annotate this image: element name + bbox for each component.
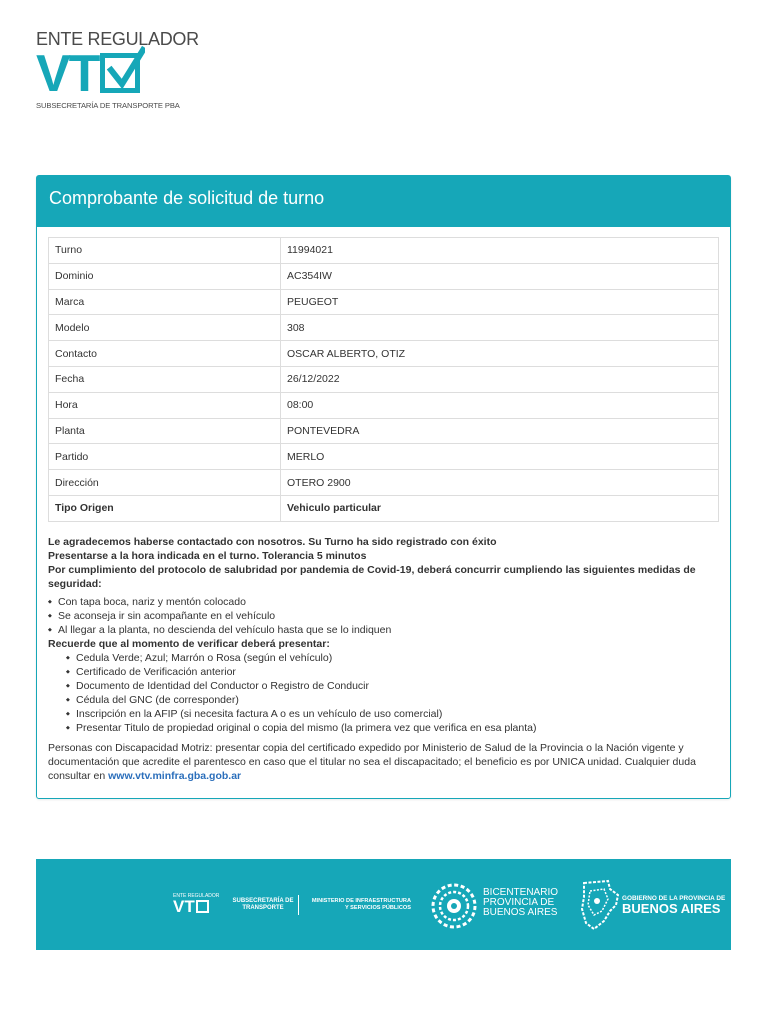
turno-receipt-panel [36, 175, 731, 799]
row-value: 11994021 [281, 238, 719, 264]
message-covid: Por cumplimiento del protocolo de salubridad por pandemia de Covid-19, deberá concurrir cumpliendo las siguientes medidas de seguridad: [48, 563, 696, 590]
row-label: Fecha [49, 366, 281, 392]
list-item: ◆ Con tapa boca, nariz y mentón colocado [48, 595, 719, 609]
bicentenario-emblem-icon [429, 881, 479, 936]
footer-ministerio-line1: MINISTERIO DE INFRAESTRUCTURA [311, 898, 411, 904]
vtv-website-link[interactable]: www.vtv.minfra.gba.gob.ar [108, 769, 242, 782]
table-row [49, 341, 719, 367]
row-value: 26/12/2022 [281, 366, 719, 392]
logo-org-name: ENTE REGULADOR [36, 29, 199, 49]
footer-vtv-small: ENTE REGULADOR [173, 893, 220, 899]
message-registered: Le agradecemos haberse contactado con nosotros. Su Turno ha sido registrado con éxito [48, 535, 497, 548]
discapacidad-note [48, 741, 719, 783]
row-value: MERLO [281, 444, 719, 470]
bicentenario-text [483, 888, 558, 918]
ente-regulador-vtv-logo [36, 29, 199, 110]
table-row [49, 392, 719, 418]
list-item: ◆ Al llegar a la planta, no descienda del vehículo hasta que se lo indiquen [48, 623, 719, 637]
discapacidad-text: Personas con Discapacidad Motriz: presentar copia del certificado expedido por Ministerio de Salud de la Provincia o la Nación vigente y documentación que acredite el parentesco en caso que el titular no sea el discapacitado; el beneficio es por UNICA unidad. Cualquier duda consultar en [48, 741, 696, 782]
logo-vt-text: VT [36, 45, 99, 103]
gobierno-line1: GOBIERNO DE LA PROVINCIA DE [622, 895, 726, 902]
list-item: ◆ Cédula del GNC (de corresponder) [66, 693, 719, 707]
footer-divider [298, 895, 299, 915]
row-value: OSCAR ALBERTO, OTIZ [281, 341, 719, 367]
covid-measures-list [48, 595, 719, 637]
row-label: Hora [49, 392, 281, 418]
list-item: ◆ Cedula Verde; Azul; Marrón o Rosa (según el vehículo) [66, 651, 719, 665]
row-label: Modelo [49, 315, 281, 341]
footer-subsecretaria-line2: TRANSPORTE [242, 905, 284, 911]
footer-subsecretaria-line1: SUBSECRETARÍA DE [232, 898, 294, 904]
row-value: 308 [281, 315, 719, 341]
table-row [49, 366, 719, 392]
required-documents-list [48, 651, 719, 735]
row-value: PONTEVEDRA [281, 418, 719, 444]
row-label: Dirección [49, 470, 281, 496]
footer-vtv-big: VT [173, 897, 195, 916]
table-row [49, 315, 719, 341]
recuerde-heading: Recuerde que al momento de verificar deberá presentar: [48, 637, 330, 650]
list-item: ◆ Certificado de Verificación anterior [66, 665, 719, 679]
row-value: AC354IW [281, 263, 719, 289]
footer-subsecretaria [229, 898, 297, 912]
gobierno-text [622, 895, 725, 915]
row-value: PEUGEOT [281, 289, 719, 315]
logo-check-icon [100, 53, 140, 93]
row-value: 08:00 [281, 392, 719, 418]
row-label: Planta [49, 418, 281, 444]
turno-details-table [48, 237, 719, 522]
row-label: Tipo Origen [49, 495, 281, 521]
table-row [49, 238, 719, 264]
table-row [49, 495, 719, 521]
footer-ministerio-line2: Y SERVICIOS PÚBLICOS [344, 905, 411, 911]
row-label: Partido [49, 444, 281, 470]
list-item: ◆ Se aconseja ir sin acompañante en el vehículo [48, 609, 719, 623]
row-value: OTERO 2900 [281, 470, 719, 496]
list-item: ◆ Documento de Identidad del Conductor o Registro de Conducir [66, 679, 719, 693]
footer-vtv-logo [173, 893, 221, 917]
bicentenario-line2: PROVINCIA DE [483, 897, 555, 908]
messages-block [48, 535, 719, 591]
table-row [49, 444, 719, 470]
footer-ministerio [303, 898, 411, 912]
row-label: Contacto [49, 341, 281, 367]
row-value: Vehiculo particular [281, 495, 719, 521]
gobierno-line2: BUENOS AIRES [622, 901, 721, 916]
provincia-map-icon [580, 879, 620, 936]
list-item: ◆ Inscripción en la AFIP (si necesita factura A o es un vehículo de uso comercial) [66, 707, 719, 721]
list-item: ◆ Presentar Titulo de propiedad original o copia del mismo (la primera vez que verifica en esa planta) [66, 721, 719, 735]
bicentenario-line3: BUENOS AIRES [483, 907, 558, 918]
logo-subsecretaria: SUBSECRETARÍA DE TRANSPORTE PBA [36, 101, 180, 110]
footer-banner [36, 859, 731, 950]
table-row [49, 263, 719, 289]
bicentenario-line1: BICENTENARIO [483, 887, 559, 898]
table-row [49, 470, 719, 496]
panel-title: Comprobante de solicitud de turno [37, 176, 730, 227]
footer-check-icon [196, 900, 209, 913]
table-row [49, 418, 719, 444]
row-label: Dominio [49, 263, 281, 289]
row-label: Marca [49, 289, 281, 315]
row-label: Turno [49, 238, 281, 264]
table-row [49, 289, 719, 315]
message-tolerance: Presentarse a la hora indicada en el turno. Tolerancia 5 minutos [48, 549, 367, 562]
